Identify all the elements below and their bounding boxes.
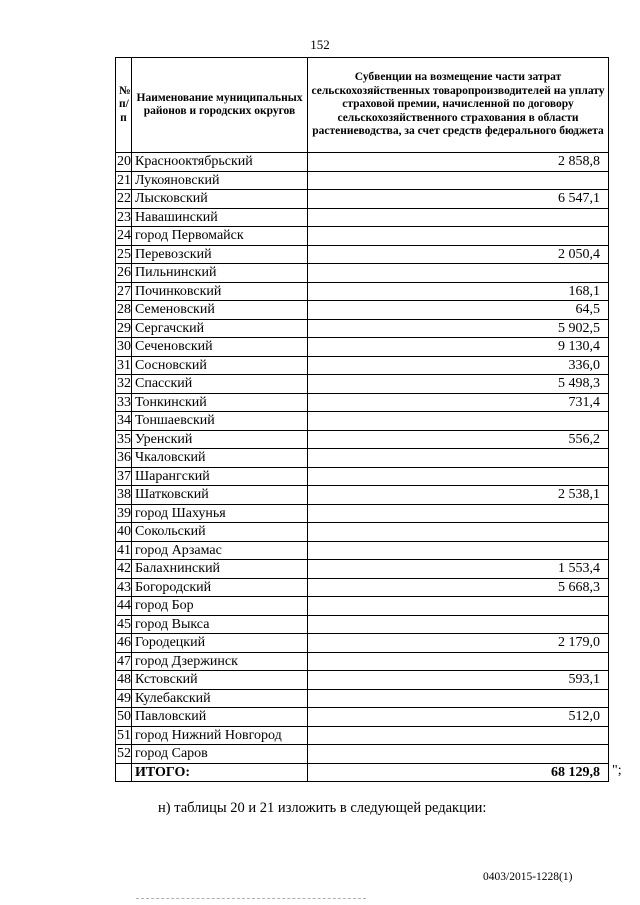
table-row [116,430,609,449]
row-value: 2 179,0 [308,634,609,653]
row-value [308,449,609,468]
row-name: Тоншаевский [132,412,308,431]
row-number: 51 [117,727,131,743]
row-number: 44 [117,598,131,613]
page-number: 152 [310,37,330,52]
row-number: 25 [117,246,131,262]
row-name: город Выкса [132,615,308,634]
row-value: 5 498,3 [308,375,609,394]
row-name: Кстовский [132,671,308,690]
row-value [308,264,609,283]
row-number: 39 [117,505,131,521]
table-row [116,153,609,172]
row-number: 30 [117,339,131,354]
row-number: 43 [117,579,131,595]
table-row [116,319,609,338]
row-name: Шатковский [132,486,308,505]
table-row [116,375,609,394]
row-number: 35 [117,431,131,447]
row-name: Починковский [132,282,308,301]
table-row [116,264,609,283]
row-name: город Арзамас [132,541,308,560]
table-row [116,689,609,708]
row-value [308,689,609,708]
table-row [116,652,609,671]
row-number: 26 [117,265,131,280]
row-value [308,171,609,190]
row-number: 27 [117,283,131,299]
table-row [116,467,609,486]
table-row [116,708,609,727]
row-value [308,208,609,227]
table-row [116,560,609,579]
row-name: Спасский [132,375,308,394]
row-value: 9 130,4 [308,338,609,357]
table-row [116,671,609,690]
table-row [116,523,609,542]
row-number: 29 [117,320,131,336]
total-value: 68 129,8 [308,763,609,782]
table-row [116,449,609,468]
row-value: 593,1 [308,671,609,690]
row-value: 2 858,8 [308,153,609,172]
row-value: 336,0 [308,356,609,375]
row-number: 31 [117,357,131,373]
row-name: Лукояновский [132,171,308,190]
subsidy-table [115,57,609,782]
table-row [116,227,609,246]
table-row [116,615,609,634]
row-name: Лысковский [132,190,308,209]
row-number: 50 [117,709,131,724]
table-row [116,504,609,523]
closing-quote-mark: "; [612,763,622,778]
row-value [308,541,609,560]
row-number: 28 [117,302,131,317]
row-name: Перевозский [132,245,308,264]
total-number [116,763,132,782]
row-name: Городецкий [132,634,308,653]
row-number: 34 [117,413,131,428]
row-number: 40 [117,524,131,539]
table-row [116,282,609,301]
row-value [308,504,609,523]
table-row [116,412,609,431]
table-header-row [116,58,609,153]
row-number: 37 [117,468,131,484]
table-row [116,245,609,264]
row-value: 168,1 [308,282,609,301]
row-number: 33 [117,394,131,410]
row-number: 36 [117,450,131,465]
row-value: 2 538,1 [308,486,609,505]
row-number: 42 [117,561,131,576]
row-value: 1 553,4 [308,560,609,579]
row-number: 20 [117,154,131,169]
row-name: Семеновский [132,301,308,320]
row-name: Пильнинский [132,264,308,283]
table-row [116,578,609,597]
row-name: город Бор [132,597,308,616]
row-number: 23 [117,209,131,225]
row-number: 22 [117,191,131,206]
scan-artifact-lines [136,898,366,901]
row-value: 6 547,1 [308,190,609,209]
row-name: Павловский [132,708,308,727]
row-name: Балахнинский [132,560,308,579]
total-label: ИТОГО: [132,763,308,782]
table-row [116,208,609,227]
row-number: 52 [117,746,131,761]
table-row [116,597,609,616]
header-value: Субвенции на возмещение части затрат сельскохозяйственных товаропроизводителей на уплату страховой премии, начисленной по договору сельскохозяйственного страхования в области растениеводства, за счет средств федерального бюджета [308,58,609,153]
row-value: 731,4 [308,393,609,412]
row-value [308,227,609,246]
row-number: 21 [117,172,131,188]
table-body [116,153,609,782]
row-number: 49 [117,690,131,706]
row-number: 41 [117,542,131,558]
document-code: 0403/2015-1228(1) [483,871,573,883]
row-value [308,745,609,764]
row-name: Навашинский [132,208,308,227]
row-name: город Дзержинск [132,652,308,671]
row-name: Сосновский [132,356,308,375]
row-number: 47 [117,653,131,669]
row-number: 48 [117,672,131,687]
row-value [308,615,609,634]
row-name: город Нижний Новгород [132,726,308,745]
header-name: Наименование муниципальных районов и городских округов [132,58,308,153]
row-name: Шарангский [132,467,308,486]
row-value: 5 902,5 [308,319,609,338]
row-value [308,467,609,486]
row-name: Сергачский [132,319,308,338]
row-number: 46 [117,635,131,650]
row-number: 24 [117,228,131,243]
table-row [116,301,609,320]
instruction-text: н) таблицы 20 и 21 изложить в следующей редакции: [158,800,487,816]
table-row [116,393,609,412]
row-value [308,726,609,745]
row-value [308,412,609,431]
table-row [116,726,609,745]
table-row [116,634,609,653]
row-name: Кулебакский [132,689,308,708]
row-value: 512,0 [308,708,609,727]
row-name: Чкаловский [132,449,308,468]
row-value: 5 668,3 [308,578,609,597]
row-name: Тонкинский [132,393,308,412]
table-row [116,190,609,209]
table-row [116,541,609,560]
row-name: город Шахунья [132,504,308,523]
row-name: Уренский [132,430,308,449]
row-value [308,597,609,616]
table-row [116,745,609,764]
row-name: Богородский [132,578,308,597]
table-row [116,338,609,357]
row-value: 64,5 [308,301,609,320]
row-value [308,652,609,671]
table-row [116,356,609,375]
row-name: город Саров [132,745,308,764]
header-number: № п/п [116,58,132,153]
row-name: город Первомайск [132,227,308,246]
total-row [116,763,609,782]
table-row [116,486,609,505]
row-number: 45 [117,616,131,632]
row-number: 38 [117,487,131,502]
row-value: 556,2 [308,430,609,449]
row-number: 32 [117,376,131,391]
table-row [116,171,609,190]
row-value [308,523,609,542]
row-name: Краснооктябрьский [132,153,308,172]
row-name: Сеченовский [132,338,308,357]
row-value: 2 050,4 [308,245,609,264]
row-name: Сокольский [132,523,308,542]
